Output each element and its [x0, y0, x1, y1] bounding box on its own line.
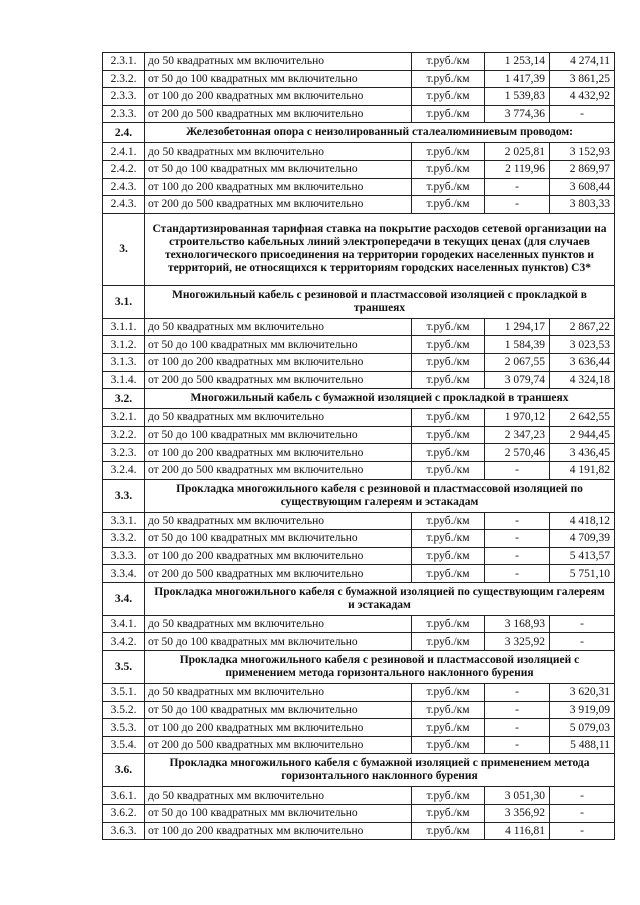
rate-value-2: - [550, 633, 615, 651]
tariff-item-row [103, 353, 615, 371]
section-code: 3. [103, 213, 145, 285]
item-unit: т.руб./км [412, 143, 485, 161]
item-code: 2.3.3. [103, 105, 145, 123]
item-description: до 50 квадратных мм включительно [145, 615, 412, 633]
rate-value-1: 3 325,92 [485, 633, 550, 651]
item-unit: т.руб./км [412, 633, 485, 651]
tariff-item-row [103, 178, 615, 196]
item-code: 3.4.1. [103, 615, 145, 633]
section-title: Стандартизированная тарифная ставка на покрытие расходов сетевой организации на строительство кабельных линий электропередачи в текущих ценах (для случаев технологического присоединения на территории городеких населенных пунктов и территорий, не относящихся к территориям городских населенных пунктов) С3* [145, 213, 615, 285]
section-title: Многожильный кабель с бумажной изоляцией с прокладкой в траншеях [145, 389, 615, 409]
tariff-item-row [103, 318, 615, 336]
item-unit: т.руб./км [412, 336, 485, 354]
section-title: Прокладка многожильного кабеля с резиновой и пластмассовой изоляцией по существующим галереям и эстакадам [145, 479, 615, 512]
item-code: 2.3.2. [103, 70, 145, 88]
rate-value-1: 3 356,92 [485, 805, 550, 823]
tariff-item-row [103, 633, 615, 651]
item-unit: т.руб./км [412, 426, 485, 444]
section-header-row [103, 123, 615, 143]
rate-value-2: - [550, 805, 615, 823]
section-header-row [103, 285, 615, 318]
rate-value-2: 4 418,12 [550, 512, 615, 530]
item-description: до 50 квадратных мм включительно [145, 143, 412, 161]
item-unit: т.руб./км [412, 318, 485, 336]
item-description: от 50 до 100 квадратных мм включительно [145, 336, 412, 354]
section-code: 3.4. [103, 582, 145, 615]
rate-value-2: 3 152,93 [550, 143, 615, 161]
rate-value-1: 3 168,93 [485, 615, 550, 633]
item-description: от 50 до 100 квадратных мм включительно [145, 70, 412, 88]
item-unit: т.руб./км [412, 719, 485, 737]
item-unit: т.руб./км [412, 822, 485, 840]
section-header-row [103, 389, 615, 409]
item-code: 2.4.3. [103, 196, 145, 214]
rate-value-1: 2 025,81 [485, 143, 550, 161]
rate-value-2: 4 324,18 [550, 371, 615, 389]
tariff-document-page [102, 52, 614, 840]
item-code: 3.1.4. [103, 371, 145, 389]
section-header-row [103, 754, 615, 787]
item-description: от 50 до 100 квадратных мм включительно [145, 701, 412, 719]
item-unit: т.руб./км [412, 409, 485, 427]
item-code: 3.6.2. [103, 805, 145, 823]
rate-value-1: 2 570,46 [485, 444, 550, 462]
rate-value-2: 2 869,97 [550, 160, 615, 178]
rate-value-2: 3 861,25 [550, 70, 615, 88]
item-unit: т.руб./км [412, 565, 485, 583]
item-description: от 200 до 500 квадратных мм включительно [145, 105, 412, 123]
item-code: 3.5.3. [103, 719, 145, 737]
section-code: 2.4. [103, 123, 145, 143]
item-code: 3.2.4. [103, 461, 145, 479]
item-description: от 50 до 100 квадратных мм включительно [145, 426, 412, 444]
rate-value-2: 3 620,31 [550, 684, 615, 702]
tariff-item-row [103, 160, 615, 178]
item-code: 3.2.1. [103, 409, 145, 427]
rate-value-1: - [485, 530, 550, 548]
tariff-item-row [103, 719, 615, 737]
item-unit: т.руб./км [412, 787, 485, 805]
tariff-item-row [103, 547, 615, 565]
item-description: до 50 квадратных мм включительно [145, 318, 412, 336]
item-code: 3.6.3. [103, 822, 145, 840]
item-description: от 100 до 200 квадратных мм включительно [145, 178, 412, 196]
rate-value-2: 3 023,53 [550, 336, 615, 354]
item-unit: т.руб./км [412, 530, 485, 548]
section-title: Многожильный кабель с резиновой и пластмассовой изоляцией с прокладкой в траншеях [145, 285, 615, 318]
tariff-item-row [103, 701, 615, 719]
rate-value-1: 1 294,17 [485, 318, 550, 336]
section-header-row [103, 479, 615, 512]
item-unit: т.руб./км [412, 461, 485, 479]
item-code: 2.4.2. [103, 160, 145, 178]
item-code: 3.5.2. [103, 701, 145, 719]
rate-value-2: 3 608,44 [550, 178, 615, 196]
item-description: до 50 квадратных мм включительно [145, 53, 412, 71]
item-code: 3.5.1. [103, 684, 145, 702]
item-unit: т.руб./км [412, 178, 485, 196]
item-unit: т.руб./км [412, 196, 485, 214]
rate-value-2: 2 944,45 [550, 426, 615, 444]
tariff-item-row [103, 615, 615, 633]
rate-value-2: - [550, 105, 615, 123]
rate-value-2: - [550, 787, 615, 805]
item-unit: т.руб./км [412, 105, 485, 123]
rate-value-1: 1 417,39 [485, 70, 550, 88]
item-description: от 100 до 200 квадратных мм включительно [145, 88, 412, 106]
item-unit: т.руб./км [412, 736, 485, 754]
rate-value-2: 2 642,55 [550, 409, 615, 427]
tariff-item-row [103, 805, 615, 823]
rate-value-1: 2 347,23 [485, 426, 550, 444]
rate-value-2: 3 436,45 [550, 444, 615, 462]
tariff-item-row [103, 196, 615, 214]
tariff-item-row [103, 565, 615, 583]
item-unit: т.руб./км [412, 160, 485, 178]
item-unit: т.руб./км [412, 547, 485, 565]
item-description: от 100 до 200 квадратных мм включительно [145, 547, 412, 565]
section-code: 3.6. [103, 754, 145, 787]
tariff-item-row [103, 512, 615, 530]
rate-value-1: - [485, 512, 550, 530]
section-title: Прокладка многожильного кабеля с резиновой и пластмассовой изоляцией с применением метода горизонтального наклонного бурения [145, 651, 615, 684]
rate-value-1: - [485, 565, 550, 583]
section-title: Прокладка многожильного кабеля с бумажной изоляцией с применением метода горизонтального наклонного бурения [145, 754, 615, 787]
rate-value-2: 3 803,33 [550, 196, 615, 214]
tariff-item-row [103, 53, 615, 71]
rate-value-1: - [485, 196, 550, 214]
rate-value-1: 1 253,14 [485, 53, 550, 71]
section-title: Прокладка многожильного кабеля с бумажной изоляцией по существующим галереям и эстакадам [145, 582, 615, 615]
item-code: 2.3.3. [103, 88, 145, 106]
item-description: до 50 квадратных мм включительно [145, 787, 412, 805]
item-code: 3.1.2. [103, 336, 145, 354]
rate-value-2: 2 867,22 [550, 318, 615, 336]
item-description: от 100 до 200 квадратных мм включительно [145, 444, 412, 462]
tariff-item-row [103, 684, 615, 702]
rate-value-2: 5 488,11 [550, 736, 615, 754]
rate-value-1: 4 116,81 [485, 822, 550, 840]
rate-value-2: 4 191,82 [550, 461, 615, 479]
item-unit: т.руб./км [412, 615, 485, 633]
item-code: 3.2.3. [103, 444, 145, 462]
item-description: от 50 до 100 квадратных мм включительно [145, 805, 412, 823]
tariff-table-body [103, 53, 615, 840]
tariff-item-row [103, 787, 615, 805]
item-description: до 50 квадратных мм включительно [145, 409, 412, 427]
rate-value-2: 4 432,92 [550, 88, 615, 106]
rate-value-2: - [550, 615, 615, 633]
item-description: от 200 до 500 квадратных мм включительно [145, 371, 412, 389]
rate-value-1: - [485, 684, 550, 702]
rate-value-2: 4 709,39 [550, 530, 615, 548]
rate-value-2: 5 079,03 [550, 719, 615, 737]
item-description: от 200 до 500 квадратных мм включительно [145, 461, 412, 479]
tariff-item-row [103, 70, 615, 88]
tariff-rates-table [102, 52, 615, 840]
item-code: 3.1.1. [103, 318, 145, 336]
item-unit: т.руб./км [412, 684, 485, 702]
item-unit: т.руб./км [412, 444, 485, 462]
tariff-item-row [103, 461, 615, 479]
item-unit: т.руб./км [412, 353, 485, 371]
item-code: 3.3.4. [103, 565, 145, 583]
tariff-item-row [103, 736, 615, 754]
item-description: от 50 до 100 квадратных мм включительно [145, 530, 412, 548]
item-code: 3.3.2. [103, 530, 145, 548]
item-code: 3.1.3. [103, 353, 145, 371]
rate-value-1: - [485, 736, 550, 754]
rate-value-2: 3 919,09 [550, 701, 615, 719]
rate-value-2: 5 413,57 [550, 547, 615, 565]
item-code: 3.3.1. [103, 512, 145, 530]
rate-value-1: 2 119,96 [485, 160, 550, 178]
item-description: от 50 до 100 квадратных мм включительно [145, 160, 412, 178]
item-unit: т.руб./км [412, 512, 485, 530]
section-code: 3.2. [103, 389, 145, 409]
tariff-item-row [103, 530, 615, 548]
item-unit: т.руб./км [412, 701, 485, 719]
tariff-item-row [103, 822, 615, 840]
item-code: 2.4.1. [103, 143, 145, 161]
item-unit: т.руб./км [412, 70, 485, 88]
rate-value-1: 1 584,39 [485, 336, 550, 354]
item-unit: т.руб./км [412, 88, 485, 106]
tariff-item-row [103, 336, 615, 354]
section-header-row [103, 651, 615, 684]
item-unit: т.руб./км [412, 371, 485, 389]
tariff-item-row [103, 105, 615, 123]
item-code: 2.3.1. [103, 53, 145, 71]
item-description: от 100 до 200 квадратных мм включительно [145, 719, 412, 737]
item-code: 2.4.3. [103, 178, 145, 196]
rate-value-1: - [485, 719, 550, 737]
item-description: от 100 до 200 квадратных мм включительно [145, 822, 412, 840]
rate-value-1: - [485, 178, 550, 196]
section-header-row [103, 582, 615, 615]
item-code: 3.3.3. [103, 547, 145, 565]
item-description: от 50 до 100 квадратных мм включительно [145, 633, 412, 651]
rate-value-1: - [485, 547, 550, 565]
rate-value-1: - [485, 461, 550, 479]
item-unit: т.руб./км [412, 53, 485, 71]
tariff-item-row [103, 143, 615, 161]
rate-value-1: 1 539,83 [485, 88, 550, 106]
item-description: от 200 до 500 квадратных мм включительно [145, 196, 412, 214]
rate-value-1: 1 970,12 [485, 409, 550, 427]
item-description: до 50 квадратных мм включительно [145, 512, 412, 530]
item-code: 3.4.2. [103, 633, 145, 651]
rate-value-2: - [550, 822, 615, 840]
rate-value-2: 3 636,44 [550, 353, 615, 371]
section-title: Железобетонная опора с неизолированный сталеалюминиевым проводом: [145, 123, 615, 143]
tariff-item-row [103, 426, 615, 444]
item-description: от 100 до 200 квадратных мм включительно [145, 353, 412, 371]
item-description: до 50 квадратных мм включительно [145, 684, 412, 702]
tariff-item-row [103, 444, 615, 462]
rate-value-1: 3 079,74 [485, 371, 550, 389]
tariff-item-row [103, 409, 615, 427]
section-header-row [103, 213, 615, 285]
rate-value-1: 3 774,36 [485, 105, 550, 123]
tariff-item-row [103, 371, 615, 389]
item-description: от 200 до 500 квадратных мм включительно [145, 736, 412, 754]
item-unit: т.руб./км [412, 805, 485, 823]
rate-value-2: 4 274,11 [550, 53, 615, 71]
rate-value-1: - [485, 701, 550, 719]
section-code: 3.1. [103, 285, 145, 318]
section-code: 3.5. [103, 651, 145, 684]
tariff-item-row [103, 88, 615, 106]
rate-value-1: 3 051,30 [485, 787, 550, 805]
rate-value-1: 2 067,55 [485, 353, 550, 371]
item-description: от 200 до 500 квадратных мм включительно [145, 565, 412, 583]
item-code: 3.2.2. [103, 426, 145, 444]
item-code: 3.6.1. [103, 787, 145, 805]
rate-value-2: 5 751,10 [550, 565, 615, 583]
item-code: 3.5.4. [103, 736, 145, 754]
section-code: 3.3. [103, 479, 145, 512]
